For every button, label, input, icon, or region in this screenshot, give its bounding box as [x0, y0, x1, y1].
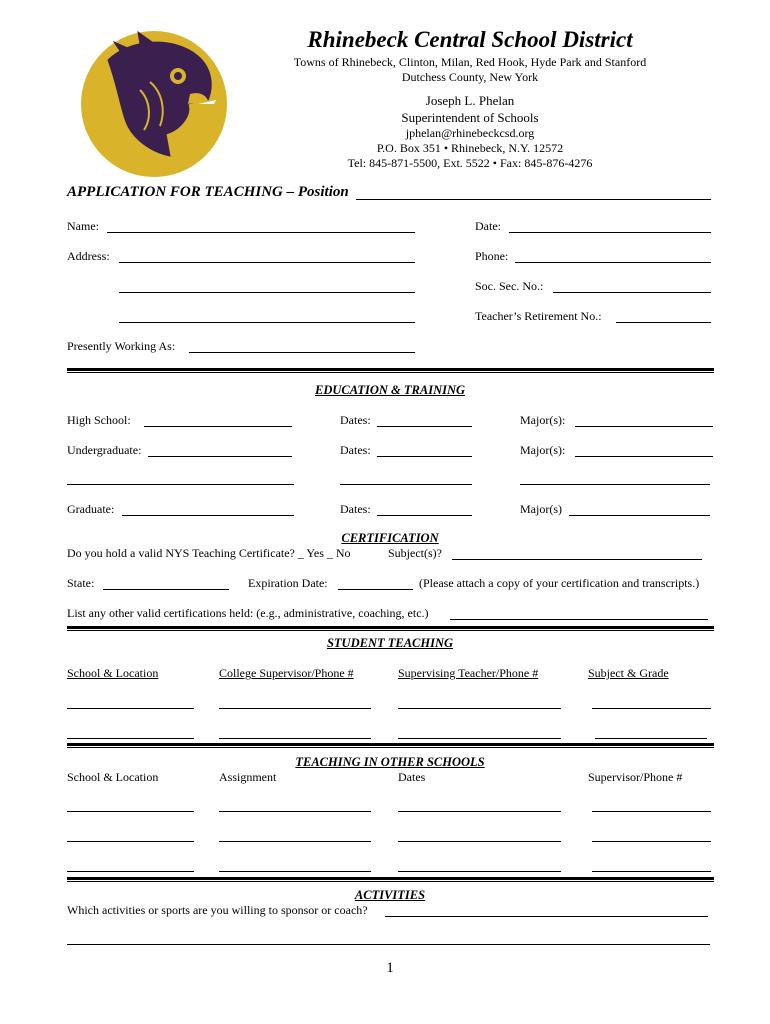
name-label: Name: — [67, 219, 99, 233]
st-row1-school-field[interactable] — [69, 695, 192, 709]
st-row1-college-field[interactable] — [221, 695, 369, 709]
district-name: Rhinebeck Central School District — [307, 27, 633, 52]
st-col-subject-grade: Subject & Grade — [588, 666, 669, 680]
attach-note: (Please attach a copy of your certification and transcripts.) — [419, 576, 700, 590]
extra-dates-field[interactable] — [342, 471, 470, 485]
presently-field[interactable] — [191, 339, 413, 353]
education-title: EDUCATION & TRAINING — [314, 383, 466, 397]
os-row1-school-field[interactable] — [69, 798, 192, 812]
state-field[interactable] — [105, 576, 227, 590]
graduate-field[interactable] — [124, 502, 292, 516]
phone-line: Tel: 845-871-5500, Ext. 5522 • Fax: 845-876-4276 — [347, 156, 593, 170]
os-col-school: School & Location — [67, 770, 159, 784]
os-row2-dates-field[interactable] — [400, 828, 559, 842]
os-row1-dates-field[interactable] — [400, 798, 559, 812]
student-teaching-title: STUDENT TEACHING — [326, 636, 454, 650]
superintendent-title: Superintendent of Schools — [401, 110, 539, 125]
name-field[interactable] — [109, 219, 413, 233]
other-cert-field[interactable] — [452, 606, 706, 620]
activities-field-2[interactable] — [69, 931, 708, 945]
os-col-dates: Dates — [398, 770, 426, 784]
ssn-label: Soc. Sec. No.: — [475, 279, 544, 293]
state-label: State: — [67, 576, 95, 590]
towns-line: Towns of Rhinebeck, Clinton, Milan, Red Hook, Hyde Park and Stanford — [293, 55, 647, 69]
retirement-field[interactable] — [618, 309, 709, 323]
superintendent-name: Joseph L. Phelan — [425, 93, 515, 108]
address-label: Address: — [67, 249, 110, 263]
high-school-label: High School: — [67, 413, 131, 427]
st-row2-teacher-field[interactable] — [400, 725, 559, 739]
os-row3-school-field[interactable] — [69, 858, 192, 872]
expiration-label: Expiration Date: — [248, 576, 328, 590]
st-row2-subject-field[interactable] — [597, 725, 705, 739]
high-school-field[interactable] — [146, 413, 290, 427]
st-col-college-supervisor: College Supervisor/Phone # — [219, 666, 354, 680]
date-field[interactable] — [511, 219, 709, 233]
certificate-question: Do you hold a valid NYS Teaching Certificate? _ Yes _ No — [67, 546, 351, 560]
section-divider — [67, 626, 714, 631]
grad-majors-label: Major(s) — [520, 502, 562, 516]
os-row3-supervisor-field[interactable] — [594, 858, 709, 872]
activities-title: ACTIVITIES — [354, 888, 426, 902]
os-row3-dates-field[interactable] — [400, 858, 559, 872]
section-divider — [67, 743, 714, 748]
st-row1-subject-field[interactable] — [594, 695, 709, 709]
phone-field[interactable] — [517, 249, 709, 263]
address-field-3[interactable] — [121, 309, 413, 323]
os-col-assignment: Assignment — [219, 770, 277, 784]
phone-label: Phone: — [475, 249, 509, 263]
undergrad-field[interactable] — [150, 443, 290, 457]
st-row2-school-field[interactable] — [69, 725, 192, 739]
expiration-field[interactable] — [340, 576, 411, 590]
grad-dates-field[interactable] — [379, 502, 470, 516]
st-row2-college-field[interactable] — [221, 725, 369, 739]
ug-majors-label: Major(s): — [520, 443, 566, 457]
extra-majors-field[interactable] — [522, 471, 708, 485]
section-divider — [67, 877, 714, 882]
os-row2-assignment-field[interactable] — [221, 828, 369, 842]
other-cert-label: List any other valid certifications held: (e.g., administrative, coaching, etc.) — [67, 606, 429, 620]
hs-dates-field[interactable] — [379, 413, 470, 427]
position-field[interactable] — [358, 186, 708, 200]
email-line: jphelan@rhinebeckcsd.org — [405, 126, 535, 140]
st-row1-teacher-field[interactable] — [400, 695, 559, 709]
hs-majors-label: Major(s): — [520, 413, 566, 427]
address-field-1[interactable] — [121, 249, 413, 263]
os-col-supervisor: Supervisor/Phone # — [588, 770, 683, 784]
grad-majors-field[interactable] — [571, 502, 708, 516]
graduate-label: Graduate: — [67, 502, 115, 516]
page-number: 1 — [386, 960, 394, 976]
address-line: P.O. Box 351 • Rhinebeck, N.Y. 12572 — [376, 141, 564, 155]
activities-question: Which activities or sports are you willing to sponsor or coach? — [67, 903, 368, 917]
hs-majors-field[interactable] — [577, 413, 711, 427]
district-logo — [80, 30, 228, 178]
county-line: Dutchess County, New York — [401, 70, 539, 84]
st-col-school: School & Location — [67, 666, 159, 680]
os-row1-supervisor-field[interactable] — [594, 798, 709, 812]
form-heading: APPLICATION FOR TEACHING – Position — [67, 184, 349, 200]
grad-dates-label: Dates: — [340, 502, 371, 516]
extra-school-field[interactable] — [69, 471, 292, 485]
ssn-field[interactable] — [555, 279, 709, 293]
retirement-label: Teacher’s Retirement No.: — [475, 309, 602, 323]
os-row2-supervisor-field[interactable] — [594, 828, 709, 842]
os-row3-assignment-field[interactable] — [221, 858, 369, 872]
ug-majors-field[interactable] — [577, 443, 711, 457]
os-row1-assignment-field[interactable] — [221, 798, 369, 812]
st-col-supervising-teacher: Supervising Teacher/Phone # — [398, 666, 539, 680]
certification-title: CERTIFICATION — [341, 531, 439, 545]
activities-field-1[interactable] — [387, 903, 706, 917]
os-row2-school-field[interactable] — [69, 828, 192, 842]
ug-dates-field[interactable] — [379, 443, 470, 457]
other-schools-title: TEACHING IN OTHER SCHOOLS — [295, 755, 485, 769]
undergraduate-label: Undergraduate: — [67, 443, 142, 457]
address-field-2[interactable] — [121, 279, 413, 293]
hs-dates-label: Dates: — [340, 413, 371, 427]
subjects-field[interactable] — [454, 546, 700, 560]
date-label: Date: — [475, 219, 501, 233]
ug-dates-label: Dates: — [340, 443, 371, 457]
subjects-label: Subject(s)? — [388, 546, 442, 560]
section-divider — [67, 368, 714, 373]
presently-label: Presently Working As: — [67, 339, 176, 353]
